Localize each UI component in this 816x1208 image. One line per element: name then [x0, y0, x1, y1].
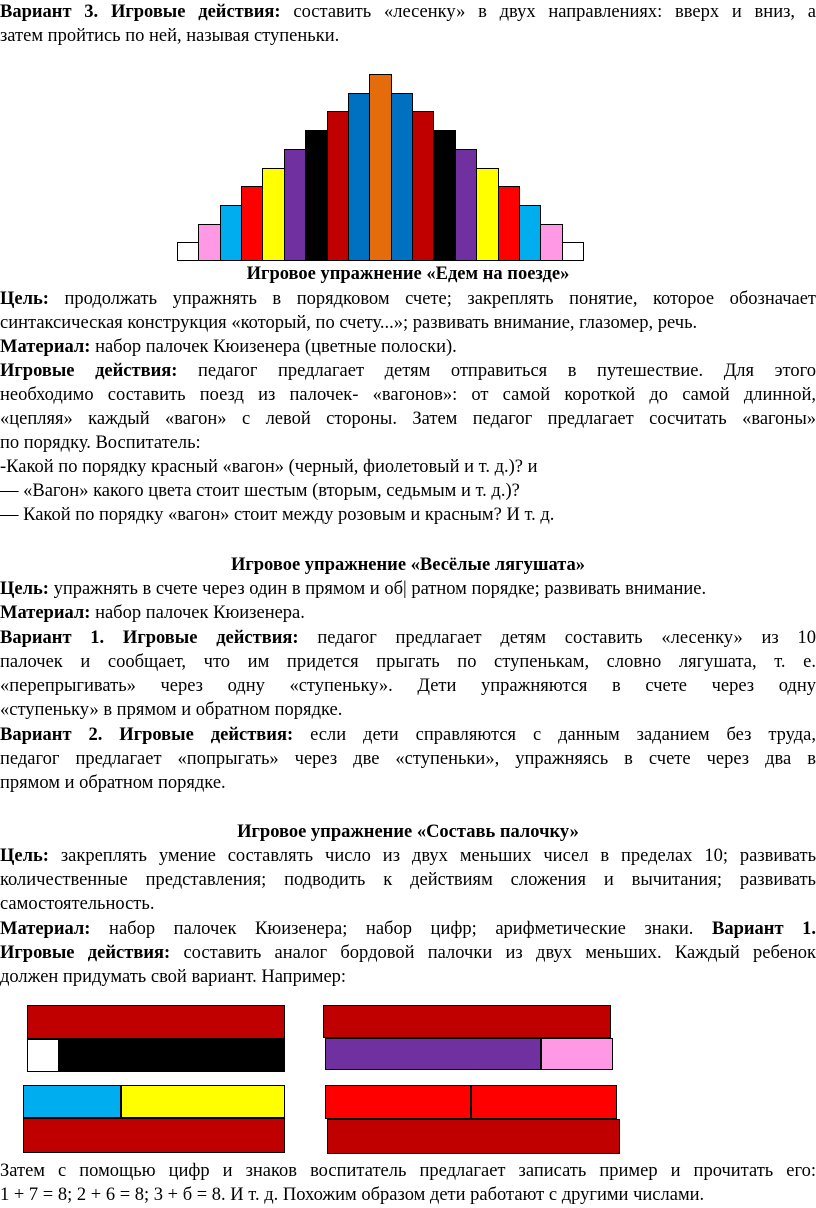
staircase-step — [305, 130, 327, 261]
train-actions-line3: «цепляя» каждый «вагон» с левой стороны. Затем педагог предлагает сосчитать «вагоны» — [0, 409, 816, 429]
frogs-v1-line4: «ступеньку» в прямом и обратном порядке. — [0, 700, 343, 720]
staircase-step — [476, 168, 498, 262]
frogs-v1-line3: «перепрыгивать» через одну «ступеньку». Дети упражняются в счете через одну — [0, 676, 816, 696]
staircase-step — [540, 224, 562, 261]
stick-end-line1: Затем с помощью цифр и знаков воспитатель предлагает записать пример и прочитать его: — [0, 1161, 816, 1181]
stick-material-line: Материал: набор палочек Кюизенера; набор цифр; арифметические знаки. Вариант 1. — [0, 919, 816, 939]
staircase-step — [220, 205, 242, 261]
staircase-step — [284, 149, 306, 261]
staircase-step — [455, 149, 477, 261]
staircase-step — [391, 93, 413, 261]
frogs-v2-line3: прямом и обратном порядке. — [0, 773, 226, 793]
frogs-goal: Цель: упражнять в счете через один в прямом и об| ратном порядке; развивать внимание. — [0, 579, 707, 599]
staircase-step — [241, 186, 263, 261]
frogs-title: Игровое упражнение «Весёлые лягушата» — [230, 555, 586, 575]
train-actions-line4: по порядку. Воспитатель: — [0, 433, 201, 453]
staircase-step — [369, 74, 391, 261]
staircase-step — [562, 242, 584, 261]
frogs-v2-line2: педагог предлагает «попрыгать» через две «ступеньки», упражняясь в счете через два в — [0, 749, 816, 769]
variant3-line2: затем пройтись по ней, называя ступеньки. — [0, 26, 340, 46]
train-goal-line1: Цель: продолжать упражнять в порядковом счете; закреплять понятие, которое обозначает — [0, 289, 816, 309]
staircase-step — [327, 111, 349, 261]
frogs-v1-line2: палочек и сообщает, что им придется прыгать по ступенькам, словно лягушата, т. е. — [0, 652, 816, 672]
frogs-v2-line1: Вариант 2. Игровые действия: если дети справляются с данным заданием без труда, — [0, 725, 816, 745]
staircase-step — [198, 224, 220, 261]
train-actions-line1: Игровые действия: педагог предлагает детям отправиться в путешествие. Для этого — [0, 361, 816, 381]
staircase-step — [519, 205, 541, 261]
staircase-step — [262, 168, 284, 262]
stick-goal-line3: самостоятельность. — [0, 894, 155, 914]
stick-title: Игровое упражнение «Составь палочку» — [237, 822, 579, 842]
staircase-step — [433, 130, 455, 261]
stick-actions-line2: должен придумать свой вариант. Например: — [0, 967, 347, 987]
train-actions-line2: необходимо составить поезд из палочек- «вагонов»: от самой короткой до самой длинной, — [0, 385, 816, 405]
train-question2: — «Вагон» какого цвета стоит шестым (вторым, седьмым и т. д.)? — [0, 481, 520, 501]
train-material: Материал: набор палочек Кюизенера (цветные полоски). — [0, 337, 457, 357]
variant3-line1: Вариант 3. Игровые действия: составить «лесенку» в двух направлениях: вверх и вниз, а — [0, 2, 816, 22]
staircase-step — [177, 242, 199, 261]
stick-goal-line1: Цель: закреплять умение составлять число из двух меньших чисел в пределах 10; развивать — [0, 846, 816, 866]
staircase-step — [348, 93, 370, 261]
staircase-step — [412, 111, 434, 261]
stick-end-line2: 1 + 7 = 8; 2 + 6 = 8; 3 + б = 8. И т. д. Похожим образом дети работают с другими числами. — [0, 1185, 705, 1205]
staircase-step — [498, 186, 520, 261]
frogs-v1-line1: Вариант 1. Игровые действия: педагог предлагает детям составить «лесенку» из 10 — [0, 628, 816, 648]
stick-goal-line2: количественные представления; подводить к действиям сложения и вычитания; развивать — [0, 870, 816, 890]
frogs-material: Материал: набор палочек Кюизенера. — [0, 603, 305, 623]
train-title: Игровое упражнение «Едем на поезде» — [246, 264, 570, 284]
train-question3: — Какой по порядку «вагон» стоит между розовым и красным? И т. д. — [0, 505, 555, 525]
cuisenaire-staircase — [177, 72, 583, 261]
train-goal-line2: синтаксическая конструкция «который, по счету...»; развивать внимание, глазомер, речь. — [0, 313, 698, 333]
stick-actions-line1: Игровые действия: составить аналог бордовой палочки из двух меньших. Каждый ребенок — [0, 943, 816, 963]
train-question1: -Какой по порядку красный «вагон» (черный, фиолетовый и т. д.)? и — [0, 457, 538, 477]
